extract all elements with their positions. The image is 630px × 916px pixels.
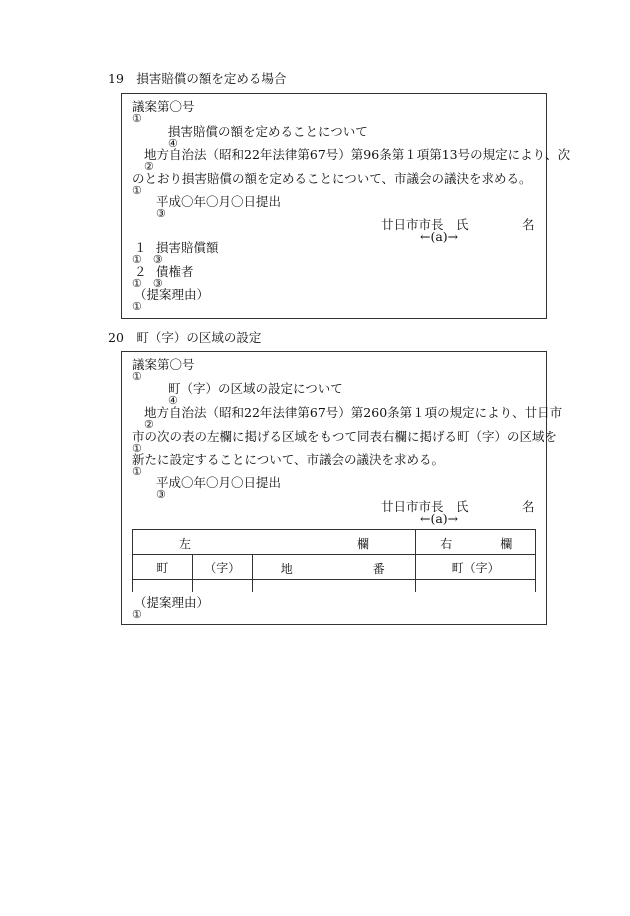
land-number-char: 番 (372, 562, 385, 576)
mayor-title: 廿日市市長 氏 (381, 217, 469, 232)
table-cell (416, 580, 536, 592)
format-mark: ① (132, 608, 142, 621)
left-header-char: 左 (179, 537, 192, 551)
col-right-town: 町（字） (416, 555, 536, 580)
table-row (133, 580, 536, 592)
table-header-row (133, 530, 536, 555)
format-mark: ③ (156, 488, 166, 501)
format-mark: ① (132, 112, 142, 125)
proposal-number: 議案第〇号 (132, 357, 195, 372)
proposal-title: 損害賠償の額を定めることについて (168, 124, 368, 139)
col-town: 町 (133, 555, 193, 580)
body-line-2: 市の次の表の左欄に掲げる区域をもつて同表右欄に掲げる町（字）の区域を (132, 429, 558, 444)
item-2-label: 債権者 (156, 264, 194, 279)
right-column-header (416, 530, 536, 555)
format-mark: ④ (168, 394, 178, 407)
format-mark: ② (144, 160, 154, 173)
table-cell (192, 580, 252, 592)
name-label: 名 (522, 499, 535, 514)
body-line-2: のとおり損害賠償の額を定めることについて、市議会の議決を求める。 (132, 171, 532, 186)
section-20-heading: 20 町（字）の区域の設定 (108, 330, 262, 345)
col-aza: （字） (192, 555, 252, 580)
right-header-char: 欄 (500, 537, 513, 551)
name-label: 名 (522, 217, 535, 232)
format-mark: ④ (168, 137, 178, 150)
item-2-number: ２ (134, 264, 147, 279)
section-19-heading: 19 損害賠償の額を定める場合 (108, 71, 287, 86)
format-mark: ① ③ (132, 253, 163, 266)
left-column-header (133, 530, 416, 555)
format-mark: ① (132, 370, 142, 383)
format-mark: ① ③ (132, 277, 163, 290)
reason-label: （提案理由） (134, 287, 210, 302)
land-number-char: 地 (280, 562, 293, 576)
right-header-char: 右 (440, 537, 453, 551)
format-mark: ① (132, 184, 142, 197)
proposal-title: 町（字）の区域の設定について (168, 381, 343, 396)
body-line-1: 地方自治法（昭和22年法律第67号）第96条第１項第13号の規定により、次 (144, 147, 571, 162)
mayor-title: 廿日市市長 氏 (381, 499, 469, 514)
body-line-1: 地方自治法（昭和22年法律第67号）第260条第１項の規定により、廿日市 (144, 405, 563, 420)
item-1-number: １ (134, 240, 147, 255)
format-mark: ① (132, 465, 142, 478)
submission-date: 平成〇年〇月〇日提出 (156, 194, 282, 209)
left-header-char: 欄 (357, 537, 370, 551)
reason-label: （提案理由） (134, 595, 210, 610)
item-1-label: 損害賠償額 (156, 240, 219, 255)
area-table (132, 529, 536, 592)
seal-indicator: ←(a)→ (420, 511, 459, 526)
seal-indicator: ←(a)→ (420, 229, 459, 244)
submission-date: 平成〇年〇月〇日提出 (156, 475, 282, 490)
format-mark: ③ (156, 207, 166, 220)
format-mark: ① (132, 300, 142, 313)
col-land-number (252, 555, 415, 580)
table-cell (252, 580, 415, 592)
section-19-form-box (121, 93, 571, 319)
proposal-number: 議案第〇号 (132, 99, 195, 114)
table-subheader-row (133, 555, 536, 580)
table-cell (133, 580, 193, 592)
format-mark: ② (144, 418, 154, 431)
section-20-form-box (121, 351, 563, 625)
format-mark: ① (132, 442, 142, 455)
body-line-3: 新たに設定することについて、市議会の議決を求める。 (132, 452, 445, 467)
